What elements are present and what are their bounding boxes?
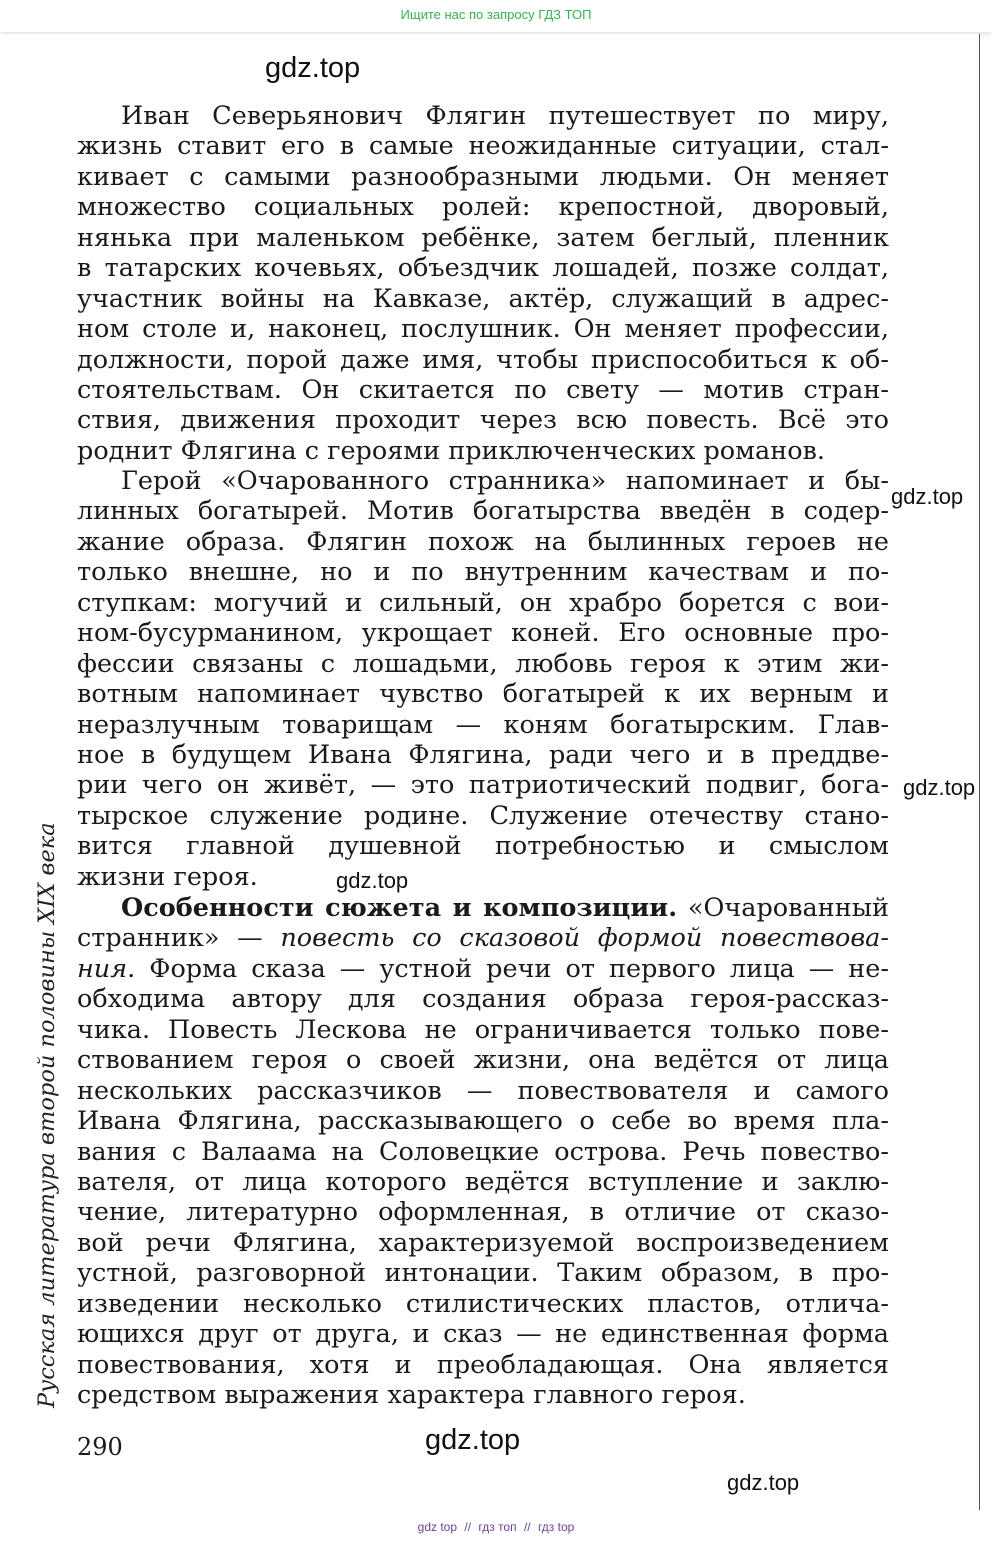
text-line: повествования, хотя и преобладающая. Она является [77,1349,889,1380]
text-line: Иван Северьянович Флягин путешествует по миру, [121,101,889,131]
text-line: ющихся друг от друга, и сказ — не единственная форма [77,1319,889,1350]
paragraph-3-line-1: Особенности сюжета и композиции. «Очарованный [121,893,889,923]
footer-link[interactable]: gdz top [417,1520,458,1534]
text-line: неразлучным товарищам — коням богатырским. Глав- [77,709,889,740]
text-line: только внешне, но и по внутренним качествам и по- [77,557,889,588]
text-line: нянька при маленьком ребёнке, затем беглый, пленник [77,222,889,253]
text-line: Ивана Флягина, рассказывающего о себе во время пла- [77,1106,889,1137]
text-line: ствованием героя о своей жизни, она ведётся от лица [77,1045,889,1076]
text-line: множество социальных ролей: крепостной, дворовый, [77,192,889,223]
text-line: ступкам: могучий и сильный, он храбро борется с вои- [77,587,889,618]
text-line: нескольких рассказчиков — повествователя и самого [77,1075,889,1106]
text-line: ном столе и, наконец, послушник. Он меняет профессии, [77,314,889,345]
footer-links [0,1520,992,1534]
text-line: чение, литературно оформленная, в отличие от сказо- [77,1197,889,1228]
paragraph-3-line-3: ния. Форма сказа — устной речи от первого лица — не- [77,953,889,984]
text-line: фессии связаны с лошадьми, любовь героя к этим жи- [77,648,889,679]
text-line: вится главной душевной потребностью и смыслом [77,831,889,862]
paragraph-3-line-2: странник» — повесть со сказовой формой повествова- [77,923,889,954]
text-line: вателя, от лица которого ведётся вступление и заклю- [77,1166,889,1197]
text-line: чика. Повесть Лескова не ограничивается только пове- [77,1014,889,1045]
watermark-bottom-center: gdz.top [425,1424,521,1456]
text-line: средством выражения характера главного героя. [77,1380,746,1410]
text-line: жание образа. Флягин похож на былинных героев не [77,526,889,557]
text-line: Герой «Очарованного странника» напоминает и бы- [121,466,889,496]
text-line: тырское служение родине. Служение отечеству стано- [77,800,889,831]
section-heading: Особенности сюжета и композиции. [121,893,678,923]
page-number: 290 [77,1433,123,1461]
footer-separator: // [464,1520,472,1534]
paragraph-2 [77,466,889,892]
spine-title: Русская литература второй половины XIX века [34,822,60,1408]
text-line: участник войны на Кавказе, актёр, служащий в адрес- [77,283,889,314]
paragraph-1 [77,101,889,466]
text-line: обходима автору для создания образа героя-рассказ- [77,984,889,1015]
text-line: стоятельствам. Он скитается по свету — мотив стран- [77,374,889,405]
text-line: в татарских кочевьях, объездчик лошадей, позже солдат, [77,253,889,284]
text-line: вания с Валаама на Соловецкие острова. Речь повество- [77,1136,889,1167]
text-line: жизни героя. [77,861,258,892]
genre-definition: повесть со сказовой формой повествова- [280,923,889,954]
text-line: устной, разговорной интонации. Таким образом, в про- [77,1258,889,1289]
text-line: вой речи Флягина, характеризуемой воспроизведением [77,1227,889,1258]
top-banner [0,0,992,32]
watermark-bottom-right: gdz.top [727,1470,800,1495]
watermark-top: gdz.top [265,52,361,84]
footer-separator: // [523,1520,531,1534]
watermark-right-2: gdz.top [903,775,976,800]
text-line: ное в будущем Ивана Флягина, ради чего и в преддве- [77,739,889,770]
text-line: вотным напоминает чувство богатырей к их верным и [77,679,889,710]
text-line: линных богатырей. Мотив богатырства введён в содер- [77,496,889,527]
watermark-inline: gdz.top [336,868,409,893]
search-hint-link[interactable]: Ищите нас по запросу ГДЗ ТОП [400,7,592,22]
text-line: изведении несколько стилистических пластов, отлича- [77,1288,889,1319]
footer-link[interactable]: гдз топ [478,1520,517,1534]
text-line: ном-бусурманином, укрощает коней. Его основные про- [77,618,889,649]
text-line: должности, порой даже имя, чтобы приспособиться к об- [77,344,889,375]
watermark-right-1: gdz.top [891,484,964,509]
text-line: роднит Флягина с героями приключенческих романов. [77,435,826,466]
text-line: рии чего он живёт, — это патриотический подвиг, бога- [77,770,889,801]
text-line: жизнь ставит его в самые неожиданные ситуации, стал- [77,131,889,162]
text-line: ствия, движения проходит через всю повесть. Всё это [77,405,889,436]
footer-link[interactable]: гдз top [537,1520,575,1534]
paragraph-3 [77,893,889,1410]
text-line: кивает с самыми разнообразными людьми. Он меняет [77,161,889,192]
